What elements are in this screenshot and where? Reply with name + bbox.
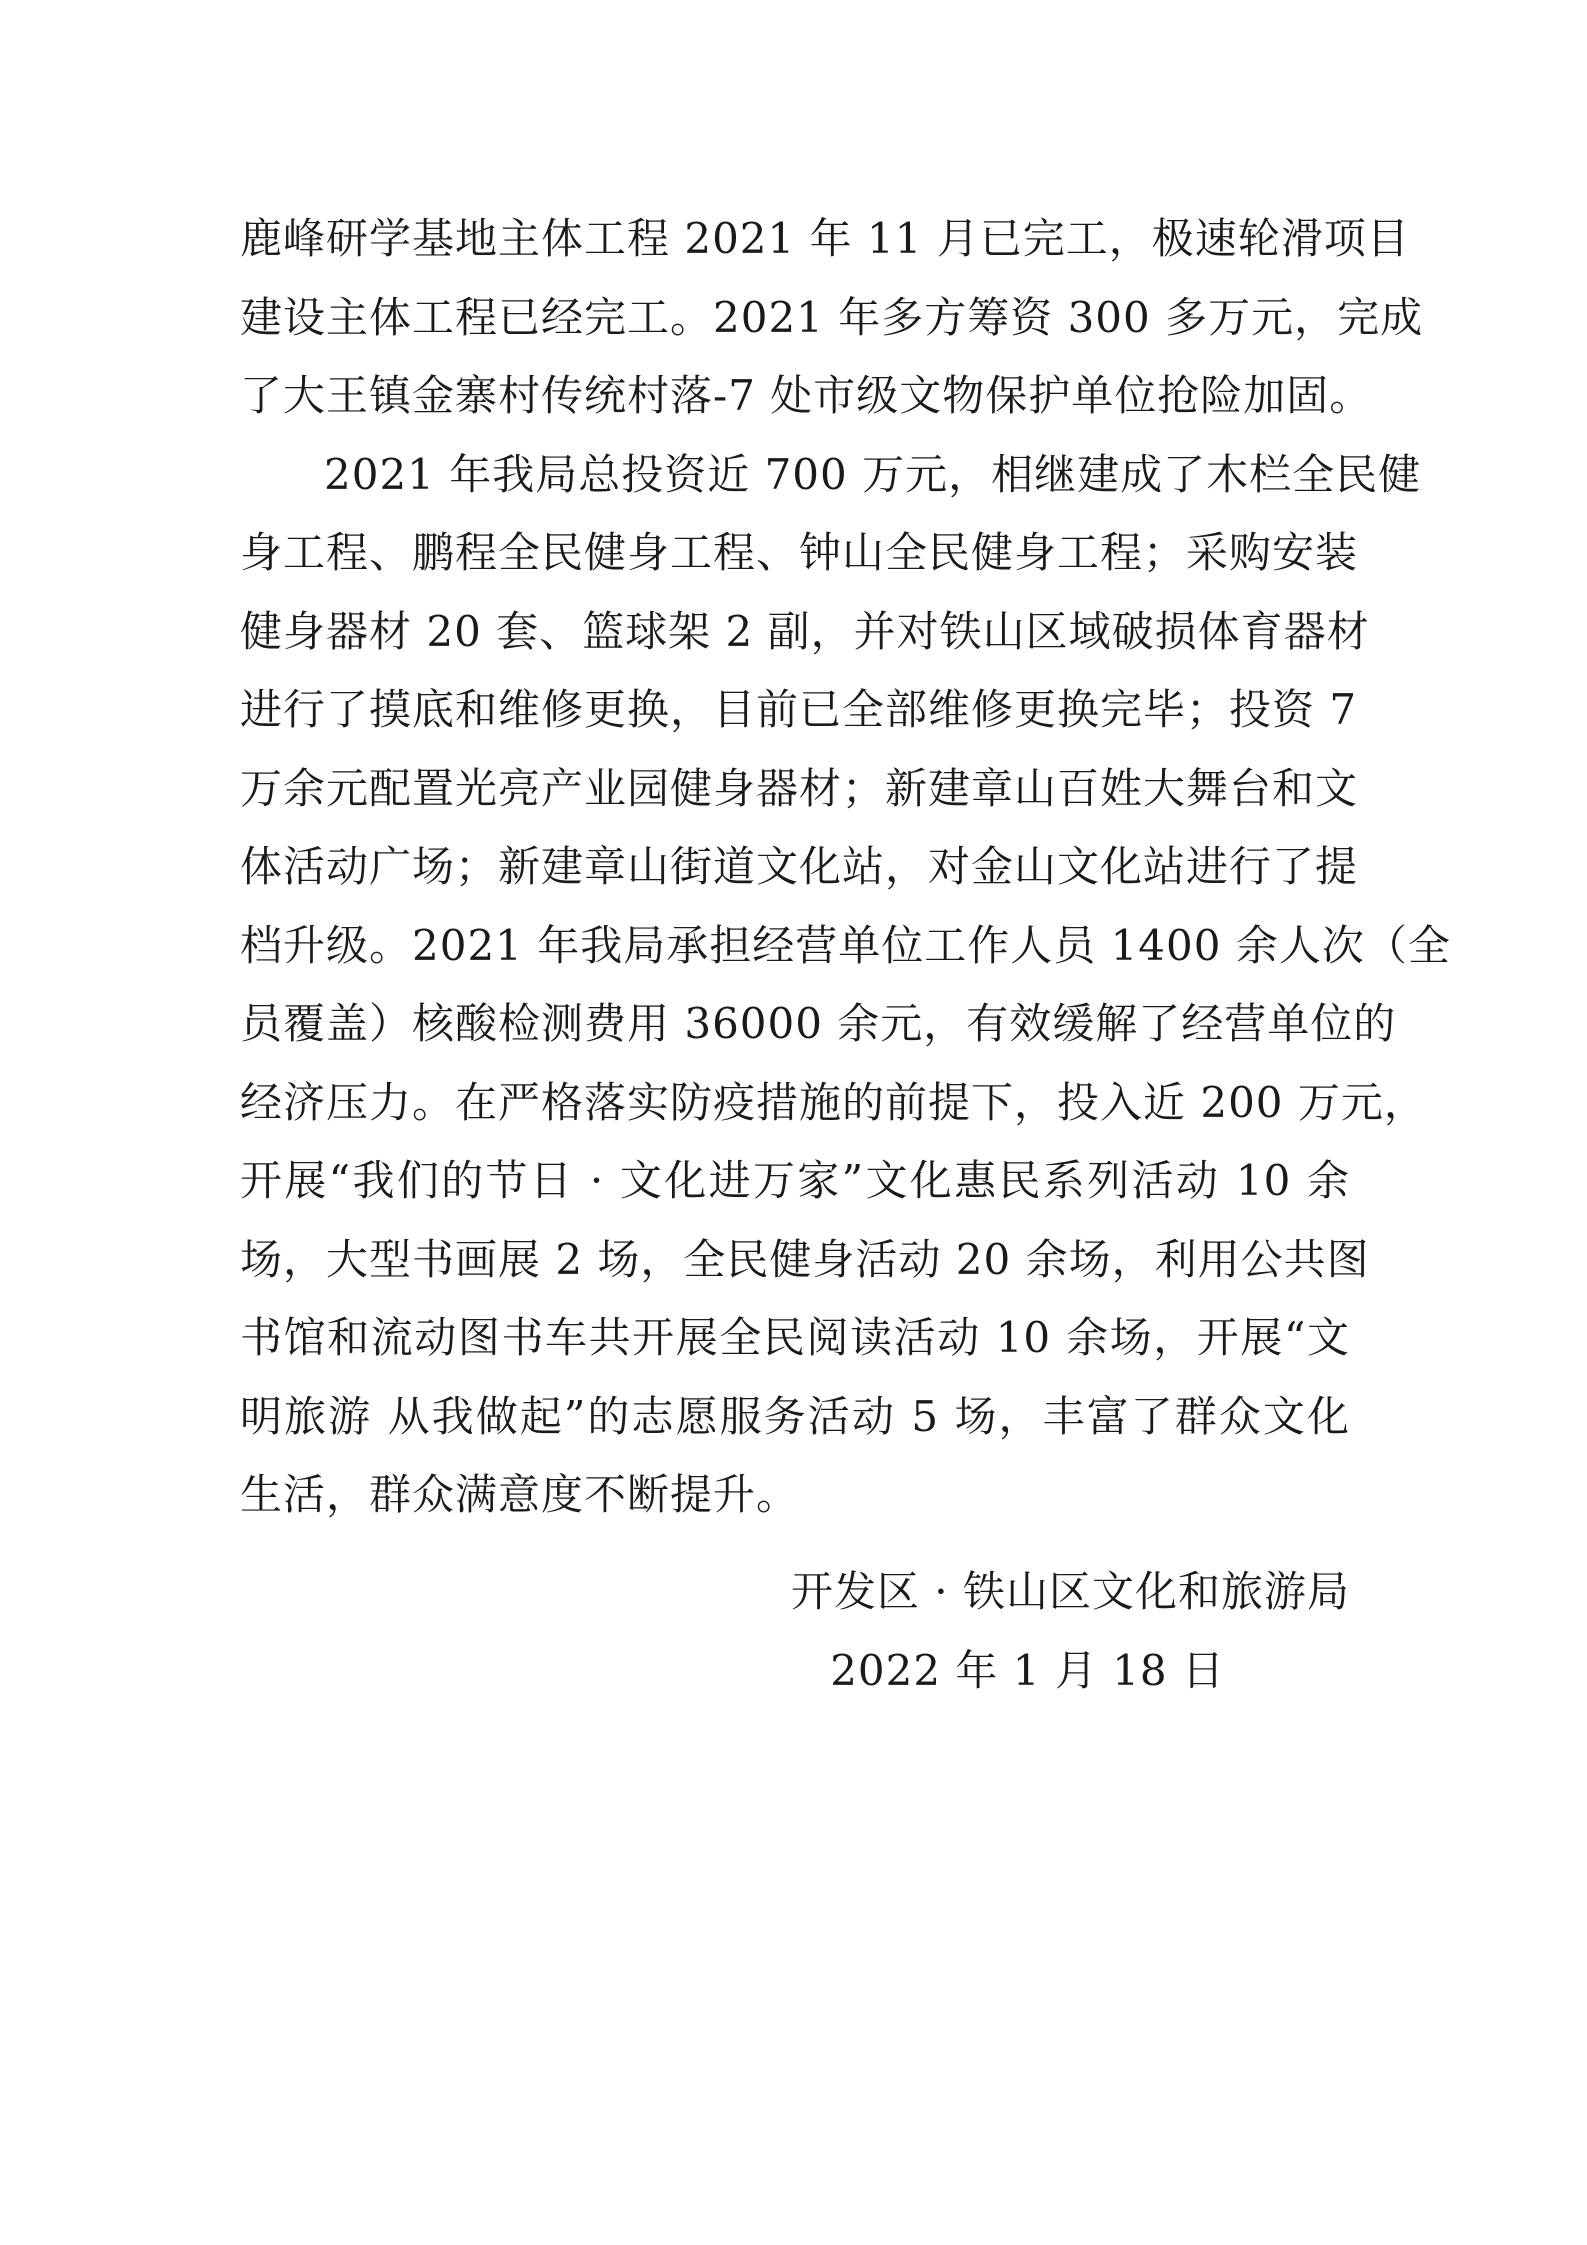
paragraph-2-line: 2021 年我局总投资近 700 万元，相继建成了木栏全民健	[324, 449, 1422, 499]
paragraph-2-line: 万余元配置光亮产业园健身器材；新建章山百姓大舞台和文	[240, 763, 1359, 813]
paragraph-2-line: 体活动广场；新建章山街道文化站，对金山文化站进行了提	[240, 842, 1359, 891]
paragraph-2-line: 生活，群众满意度不断提升。	[240, 1470, 800, 1519]
paragraph-2-line: 员覆盖）核酸检测费用 36000 余元，有效缓解了经营单位的	[240, 999, 1397, 1048]
signature-date: 2022 年 1 月 18 日	[830, 1646, 1225, 1695]
paragraph-1-line: 建设主体工程已经完工。2021 年多方筹资 300 多万元，完成	[240, 292, 1424, 342]
document-body	[240, 200, 1451, 1535]
paragraph-2-line: 进行了摸底和维修更换，目前已全部维修更换完毕；投资 7	[240, 685, 1358, 734]
paragraph-2-line: 健身器材 20 套、篮球架 2 副，并对铁山区域破损体育器材	[240, 606, 1370, 656]
paragraph-2-line: 档升级。2021 年我局承担经营单位工作人员 1400 余人次（全	[240, 920, 1451, 970]
paragraph-2-line: 明旅游 从我做起”的志愿服务活动 5 场，丰富了群众文化	[240, 1391, 1350, 1441]
paragraph-2-line: 书馆和流动图书车共开展全民阅读活动 10 余场，开展“文	[240, 1313, 1350, 1362]
paragraph-2-line: 经济压力。在严格落实防疫措施的前提下，投入近 200 万元，	[240, 1077, 1427, 1127]
signature-organization: 开发区 · 铁山区文化和旅游局	[790, 1567, 1350, 1616]
paragraph-2-line: 开展“我们的节日 · 文化进万家”文化惠民系列活动 10 余	[240, 1156, 1350, 1205]
paragraph-2-line: 身工程、鹏程全民健身工程、钟山全民健身工程；采购安装	[240, 528, 1359, 577]
paragraph-1-line: 了大王镇金寨村传统村落-7 处市级文物保护单位抢险加固。	[240, 371, 1373, 420]
paragraph-1-line: 鹿峰研学基地主体工程 2021 年 11 月已完工，极速轮滑项目	[240, 214, 1410, 263]
paragraph-2-line: 场，大型书画展 2 场，全民健身活动 20 余场，利用公共图	[240, 1234, 1370, 1284]
